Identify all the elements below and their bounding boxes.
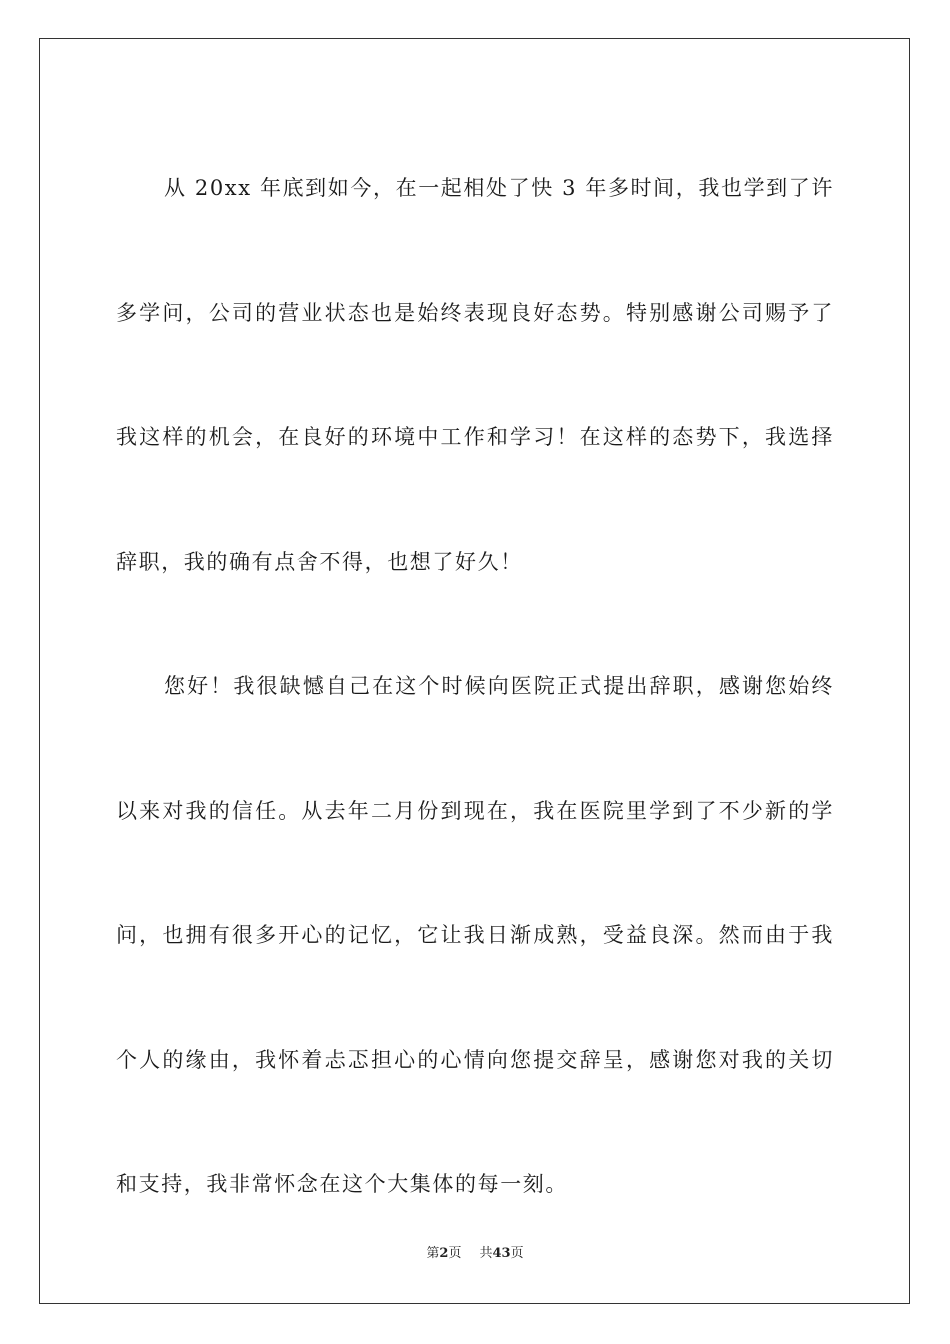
paragraph-1 (116, 126, 834, 624)
paragraph-line: 我的关切和支持，我非常怀念在这个大集体的每一刻。 (116, 1047, 834, 1196)
paragraph-line: 择辞职，我的确有点舍不得，也想了好久！ (116, 425, 834, 574)
total-suffix: 页 (510, 1246, 524, 1261)
total-page-count: 43 (492, 1246, 511, 1261)
current-page-number: 2 (439, 1246, 449, 1261)
document-body (116, 126, 834, 1247)
paragraph-line: 您好！我很缺憾自己在这个时候向医院正式提出辞职，感谢您始 (164, 674, 812, 698)
paragraph-2 (116, 624, 834, 1247)
page-footer (0, 1245, 950, 1263)
paragraph-line: 由于我个人的缘由，我怀着忐忑担心的心情向您提交辞呈，感谢您对 (116, 923, 834, 1072)
paragraph-line: 终以来对我的信任。从去年二月份到现在，我在医院里学到了不少新 (116, 674, 834, 823)
total-prefix: 共 (479, 1246, 493, 1261)
page-suffix: 页 (448, 1246, 462, 1261)
paragraph-line: 从 20xx 年底到如今，在一起相处了快 3 年多时间，我也学到了许 (164, 176, 834, 200)
page-prefix: 第 (426, 1246, 440, 1261)
paragraph-line: 的学问，也拥有很多开心的记忆，它让我日渐成熟，受益良深。然而 (116, 798, 834, 947)
paragraph-line: 多学问，公司的营业状态也是始终表现良好态势。特别感谢公司赐予 (116, 300, 812, 325)
paragraph-line: 了我这样的机会，在良好的环境中工作和学习！在这样的态势下，我选 (116, 300, 834, 449)
